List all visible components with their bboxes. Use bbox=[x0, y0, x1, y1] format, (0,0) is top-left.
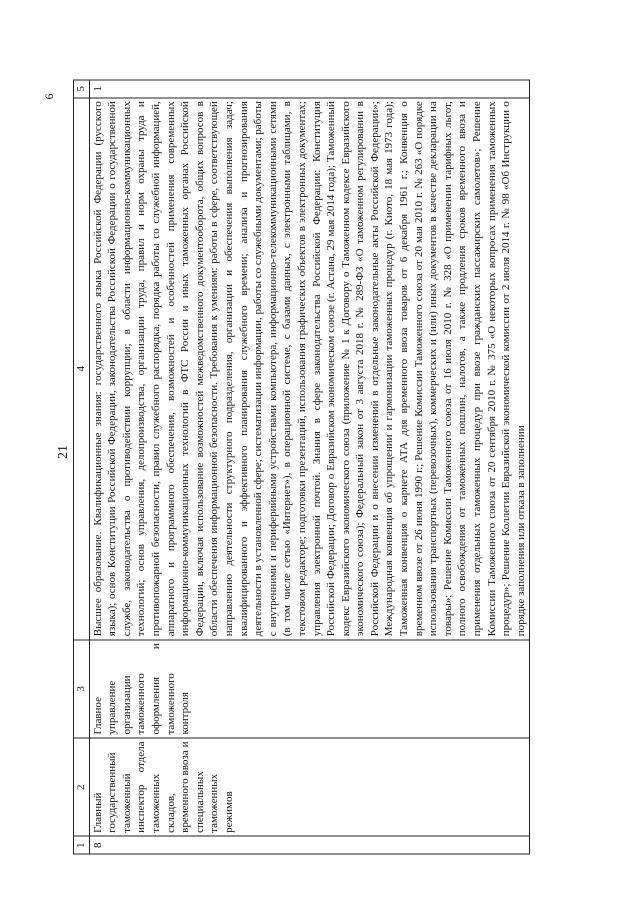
page-number: 21 bbox=[56, 445, 71, 459]
header-col-5: 5 bbox=[74, 80, 90, 98]
position-title: Главный государственный таможенный инспектор отдела таможенных складов, временного ввоза и специальных таможенных режимов bbox=[89, 738, 530, 836]
row-number: 8 bbox=[89, 836, 530, 854]
header-col-1: 1 bbox=[74, 836, 90, 854]
qualification-requirements: Высшее образование. Квалификационные знания: государственного языка Российской Федерации (русского языка); основ Конституции Российской Федерации, законодательства Российской Федерации о государственной службе, законодательства о противодействии коррупции; в области информационно-коммуникационных технологий; основ управления, делопроизводства, организации труда, правил и норм охраны труда и противопожарной безопасности, правил служебного распорядка, порядка работы со служебной информацией, аппаратного и программного обеспечения, возможностей и особенностей применения современных информационно-коммуникационных технологий в ФТС России и иных таможенных органах Российской Федерации, включая использование возможностей межведомственного документооборота, общих вопросов в области обеспечения информационной безопасности. Требования к умениям: работы в сфере, соответствующей направлению деятельности структурного подразделения, организации и обеспечения выполнения задач; квалифицированного и эффективного планирования служебного времени; анализа и прогнозирования деятельности в установленной сфере; систематизации информации, работы со служебными документами; работы с внутренними и периферийными устройствами компьютера, информационно-телекоммуникационными сетями (в том числе сетью «Интернет»), в операционной системе, с базами данных, с электронными таблицами, в текстовом редакторе; подготовки презентаций, использования графических объектов в электронных документах; управления электронной почтой. Знания в сфере законодательства Российской Федерации: Конституция Российской Федерации; Договор о Евразийском экономическом союзе (г. Астана, 29 мая 2014 года); Таможенный кодекс Евразийского экономического союза (приложение № 1 к Договору о Таможенном кодексе Евразийского экономического союза); Федеральный закон от 3 августа 2018 г. № 289-ФЗ «О таможенном регулировании в Российской Федерации и о внесении изменений в отдельные законодательные акты Российской Федерации»; Международная конвенция об упрощении и гармонизации таможенных процедур (г. Киото, 18 мая 1973 года); Таможенная конвенция о карнете АТА для временного ввоза товаров от 6 декабря 1961 г.; Конвенция о временном ввозе от 26 июня 1990 г.; Решение Комиссии Таможенного союза от 20 мая 2010 г. № 263 «О порядке использования транспортных (перевозочных), коммерческих и (или) иных документов в качестве декларации на товары»; Решение Комиссии Таможенного союза от 16 июля 2010 г. № 328 «О применении тарифных льгот, полного освобождения от таможенных пошлин, налогов, а также продления сроков временного ввоза и применения отдельных таможенных процедур при ввозе гражданских пассажирских самолетов»; Решение Комиссии Таможенного союза от 20 сентября 2010 г. № 375 «О некоторых вопросах применения таможенных процедур»; Решение Коллегии Евразийской экономической комиссии от 2 июля 2014 г. № 98 «Об Инструкции о порядке заполнения или отказа в заполнении bbox=[89, 98, 530, 640]
table-header-row bbox=[74, 80, 90, 854]
requirements-table bbox=[73, 80, 530, 855]
extra-column-number: 6 bbox=[42, 93, 56, 100]
department-name: Главное управление организации таможенного оформления и таможенного контроля bbox=[89, 640, 530, 738]
header-col-4: 4 bbox=[74, 98, 90, 640]
column-5-value: 1 bbox=[89, 80, 530, 98]
header-col-3: 3 bbox=[74, 640, 90, 738]
table-row bbox=[89, 80, 530, 854]
header-col-2: 2 bbox=[74, 738, 90, 836]
